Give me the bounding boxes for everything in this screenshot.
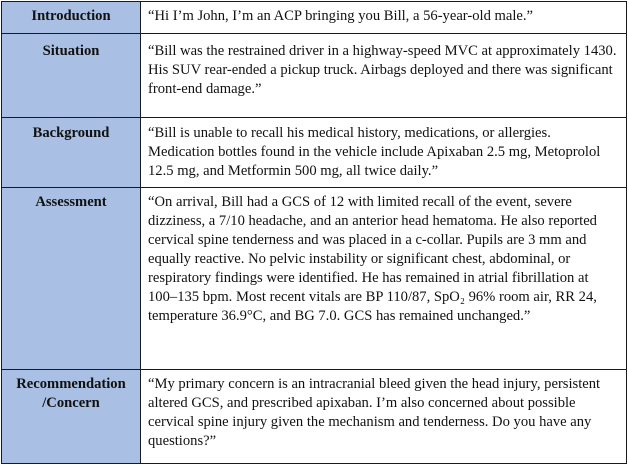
label-recommendation	[2, 370, 141, 464]
row-background	[2, 118, 627, 188]
sbar-handoff-table	[1, 1, 627, 464]
text-background: “Bill is unable to recall his medical history, medications, or allergies. Medication bottles found in the vehicle include Apixaban 2.5 mg, Metoprolol 12.5 mg, and Metformin 500 mg, all twice daily.”	[141, 118, 627, 188]
label-background: Background	[2, 118, 141, 188]
label-introduction: Introduction	[2, 2, 141, 34]
text-situation: “Bill was the restrained driver in a highway-speed MVC at approximately 1430. His SUV rear-ended a pickup truck. Airbags deployed and there was significant front-end damage.”	[141, 34, 627, 118]
row-assessment	[2, 188, 627, 370]
row-situation	[2, 34, 627, 118]
label-recommendation-line1: Recommendation	[16, 376, 126, 392]
row-recommendation	[2, 370, 627, 464]
text-recommendation: “My primary concern is an intracranial bleed given the head injury, persistent altered GCS, and prescribed apixaban. I’m also concerned about possible cervical spine injury given the mechanism and tenderness. Do you have any questions?”	[141, 370, 627, 464]
label-situation: Situation	[2, 34, 141, 118]
text-assessment: “On arrival, Bill had a GCS of 12 with limited recall of the event, severe dizziness, a 7/10 headache, and an anterior head hematoma. He also reported cervical spine tenderness and was placed in a c-collar. Pupils are 3 mm and equally reactive. No pelvic instability or significant chest, abdominal, or respiratory findings were identified. He has remained in atrial fibrillation at 100–135 bpm. Most recent vitals are BP 110/87, SpO₂ 96% room air, RR 24, temperature 36.9°C, and BG 7.0. GCS has remained unchanged.”	[141, 188, 627, 370]
text-introduction: “Hi I’m John, I’m an ACP bringing you Bill, a 56-year-old male.”	[141, 2, 627, 34]
row-introduction	[2, 2, 627, 34]
label-assessment: Assessment	[2, 188, 141, 370]
label-recommendation-line2: /Concern	[42, 395, 100, 411]
